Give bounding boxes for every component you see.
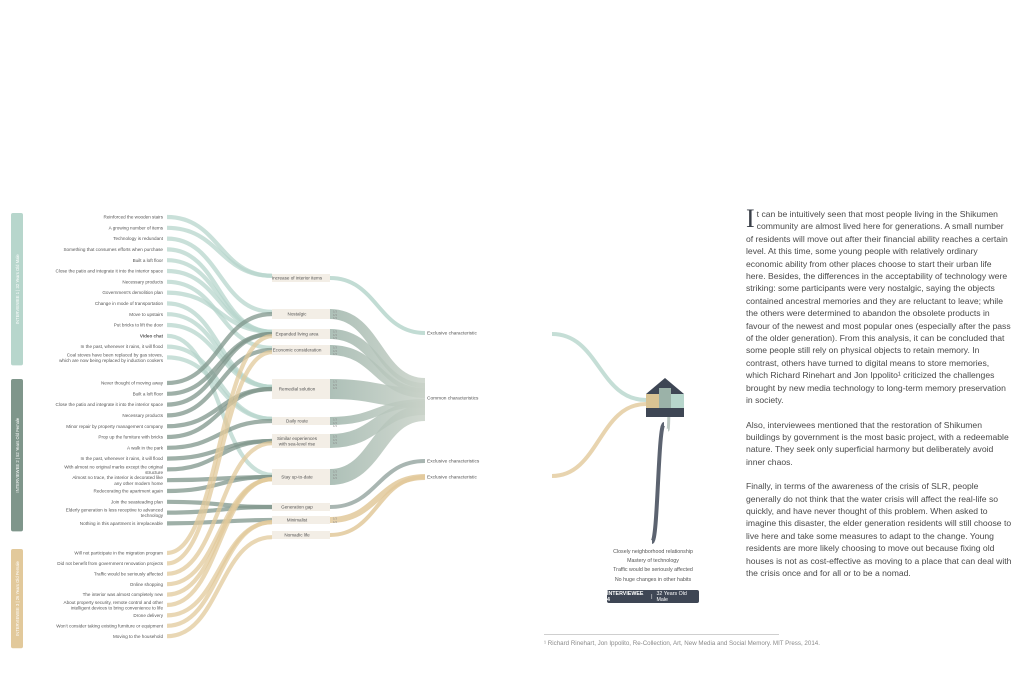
footnote: ¹ Richard Rinehart, Jon Ippolito, Re-Collection, Art, New Media and Social Memory. MIT Press, 2014. — [544, 640, 820, 647]
interviewee-label: INTERVIEWEE 3 | 26 Years Old Female — [15, 561, 20, 636]
category-label-line: Nomadic life — [284, 532, 310, 538]
category-count: 1/3 — [333, 417, 337, 422]
item-label: Traffic would be seriously affected — [93, 571, 163, 577]
item-label-line: Almost no trace, the interior is decorated like — [72, 475, 163, 481]
house-link — [552, 334, 646, 400]
flow-links — [167, 217, 670, 636]
article-paragraph-3: Finally, in terms of the awareness of the crisis of SLR, people generally do not think that the water crisis will affect the real-life so quickly, and have never thought of this problem. When asked to imagine this disaster, the elder generation residents will still choose to live here and take some measures to adapt to the change. Young residents are more likely choosing to move out because fixing old houses is not as cost-effective as moving to a place that can deal with the crisis once and for all or to be a nomad. — [746, 481, 1012, 578]
category-count: 1/3 — [333, 472, 337, 477]
footnote-rule — [544, 634, 779, 635]
interviewee4-traits — [600, 548, 706, 585]
item-label-line: structure — [145, 470, 163, 475]
paragraph-1-text: t can be intuitively seen that most people living in the Shikumen community are almost lived here for generations. A small number of residents will move out after their financial ability reaches a certain level. At this time, some young people with relatively ordinary economic ability from other places choose to start their urban life here. Besides, the differences in the acceptability of technology were striking: some participants were very nostalgic, saying the objects contained ancestral memories and they are reluctant to leave; while the others were determined to abandon the obsolete products in favour of the newest and most popular ones (especially after the pass of the older generation). From this analysis, it can be concluded that some people still rely on physical objects to retain memory. In contrast, others have turned to digital means to store memories, which Richard Rinehart and Jon Ippolito¹ criticized the challenges brought by new media technology to long-term memory preservation in society. — [746, 209, 1011, 406]
item-label-line: Coal stoves have been replaced by gas stoves, — [66, 352, 163, 358]
item-label: Join the seasteading plan — [110, 499, 163, 505]
item-label: Technology is redundant — [113, 236, 163, 242]
category-count: 1/3 — [333, 519, 337, 524]
category-count: 1/3 — [333, 332, 337, 337]
trait-item: Traffic would be seriously affected — [613, 567, 693, 574]
item-label: Necessary products — [122, 413, 163, 418]
category-label — [276, 332, 319, 337]
item-label-line: intelligent devices to bring convenience to life — [70, 605, 163, 611]
category-label — [279, 387, 316, 392]
category-label-line: Remedial solution — [278, 386, 316, 392]
characteristic-label: Exclusive characteristic — [427, 475, 477, 481]
flow-nodes — [11, 213, 684, 648]
category-label-line: Increase of interior items — [271, 275, 323, 281]
item-label: Necessary products — [122, 279, 163, 285]
item-label-line: With almost no original marks except the original — [64, 464, 163, 470]
category-label — [281, 475, 313, 480]
category-count: 1/3 — [333, 420, 337, 425]
category-label-line: Expanded living area — [275, 331, 319, 337]
house-wall — [671, 394, 684, 408]
category-label — [272, 276, 323, 281]
item-label: Won't consider taking existing furniture or equipment — [56, 623, 163, 629]
item-label: Move to upstairs — [129, 311, 163, 317]
item-label: Nothing in this apartment is irreplaceable — [79, 521, 163, 526]
house-wall — [646, 394, 659, 408]
interviewee4-label: INTERVIEWEE 4 — [607, 590, 644, 603]
flow-link — [167, 520, 272, 523]
item-label: In the past, whenever it rains, it will flood — [80, 344, 163, 350]
item-label: Never thought of moving away — [100, 380, 163, 386]
item-label: Video chat — [139, 333, 163, 339]
item-label: Redecorating the apartment again — [93, 488, 163, 494]
category-label — [286, 419, 308, 424]
category-label-line: Stay up-to-date — [281, 474, 313, 480]
category-label-line: Nostalgic — [287, 311, 307, 317]
flow-link — [167, 271, 272, 332]
badge-divider: | — [651, 593, 653, 600]
trait-item: No huge changes in other habits — [614, 576, 692, 583]
item-label: Put bricks to lift the door — [113, 322, 163, 328]
category-label — [287, 518, 308, 523]
house-base — [646, 408, 684, 417]
item-label: A growing number of items — [108, 225, 163, 231]
category-label-line: Economic consideration — [272, 347, 322, 353]
item-label: Prop up the furniture with bricks — [98, 434, 163, 440]
interviewee-label: INTERVIEWEE 1 | 32 Years Old Male — [15, 254, 20, 325]
category-label — [277, 436, 318, 446]
house-icon — [646, 378, 684, 417]
item-label: Close the patio and integrate it into the interior space — [55, 402, 163, 408]
item-label — [64, 464, 163, 475]
item-label-line: technology — [140, 513, 163, 519]
trait-item: Closely neighborhood relationship — [613, 549, 693, 555]
item-label: Did not benefit from government renovation projects — [57, 561, 163, 566]
category-count: 1/3 — [333, 424, 337, 428]
item-label: Online shopping — [129, 581, 163, 587]
article-paragraph-1 — [746, 204, 1012, 407]
item-label: A walk in the park — [126, 445, 163, 451]
interviewee4-badge — [607, 590, 699, 603]
interviewee-label: INTERVIEWEE 2 | 52 Years Old Female — [15, 417, 20, 493]
item-label: Reinforced the wooden stairs — [103, 214, 163, 220]
category-count: 1/3 — [333, 441, 337, 445]
item-label: Will not participate in the migration program — [74, 550, 163, 556]
category-label-line: Similar experiences — [276, 436, 318, 441]
article-text — [746, 204, 1012, 591]
category-count: 1/3 — [333, 316, 337, 320]
category-link — [330, 389, 425, 398]
trait-item: Mastery of technology — [627, 558, 679, 565]
category-count: 1/3 — [333, 382, 337, 387]
category-count: 1/3 — [333, 516, 337, 521]
category-label-line: Minimalist — [286, 517, 308, 523]
category-count: 1/3 — [333, 434, 337, 439]
item-label: In the past, whenever it rains, it will flood — [80, 456, 163, 462]
characteristic-label: Exclusive characteristics — [427, 459, 480, 465]
category-count: 1/3 — [333, 379, 337, 384]
item-label: Moving to the household — [112, 633, 163, 639]
category-label-line: Generation gap — [281, 504, 313, 510]
category-count: 1/3 — [333, 352, 337, 356]
item-label: Minor repair by property management company — [66, 423, 163, 429]
category-label — [288, 312, 308, 317]
category-count: 1/3 — [333, 476, 337, 480]
category-label — [284, 533, 310, 538]
item-label: Government's demolition plan — [102, 290, 163, 296]
category-count: 1/3 — [333, 469, 337, 474]
category-count: 1/3 — [333, 348, 337, 353]
category-label — [281, 505, 313, 510]
characteristic-label: Common characteristics — [427, 396, 479, 402]
house-link — [552, 404, 646, 476]
item-label — [66, 508, 164, 519]
item-label: Close the patio and integrate it into the interior space — [55, 268, 163, 274]
item-label: Built a loft floor — [132, 257, 163, 263]
drop-cap: I — [746, 204, 755, 233]
category-label-line: with sea-level rise — [278, 441, 316, 447]
item-label-line: which are now being replaced by induction cookers — [59, 358, 163, 363]
category-label — [273, 348, 322, 353]
house-link — [652, 424, 664, 542]
characteristic-label: Exclusive characteristic — [427, 331, 477, 337]
category-count: 1/3 — [333, 309, 337, 314]
item-label-line: About property security, remote control and other — [63, 600, 163, 605]
category-count: 1/3 — [333, 329, 337, 334]
article-paragraph-2: Also, interviewees mentioned that the restoration of Shikumen buildings by government is the most basic project, with a redeemable nature. They seek only superficial harmony but deliberately avoid inner chaos. — [746, 419, 1009, 467]
item-label-line: any other modern home — [114, 480, 163, 486]
item-label-line: Elderly generation is less receptive to advanced — [65, 507, 163, 513]
item-label — [72, 475, 163, 486]
item-label: Change in mode of transportation — [94, 301, 163, 306]
item-label — [64, 600, 164, 611]
category-count: 1/3 — [333, 437, 337, 442]
interviewee4-detail: 32 Years Old Male — [656, 590, 687, 603]
category-link — [330, 278, 425, 333]
category-label-line: Daily route — [286, 418, 308, 424]
category-count: 1/3 — [333, 336, 337, 340]
item-label: Something that consumes efforts when purchase — [63, 247, 163, 252]
item-label: Drone delivery — [133, 613, 163, 618]
item-label: The interior was almost completely new — [82, 592, 163, 598]
category-count: 1/3 — [333, 345, 337, 350]
house-wall — [659, 388, 671, 408]
category-count: 1/3 — [333, 386, 337, 390]
item-label — [59, 352, 164, 363]
item-label: Built a loft floor — [132, 391, 163, 397]
flow-link — [167, 217, 272, 276]
category-count: 1/3 — [333, 312, 337, 317]
